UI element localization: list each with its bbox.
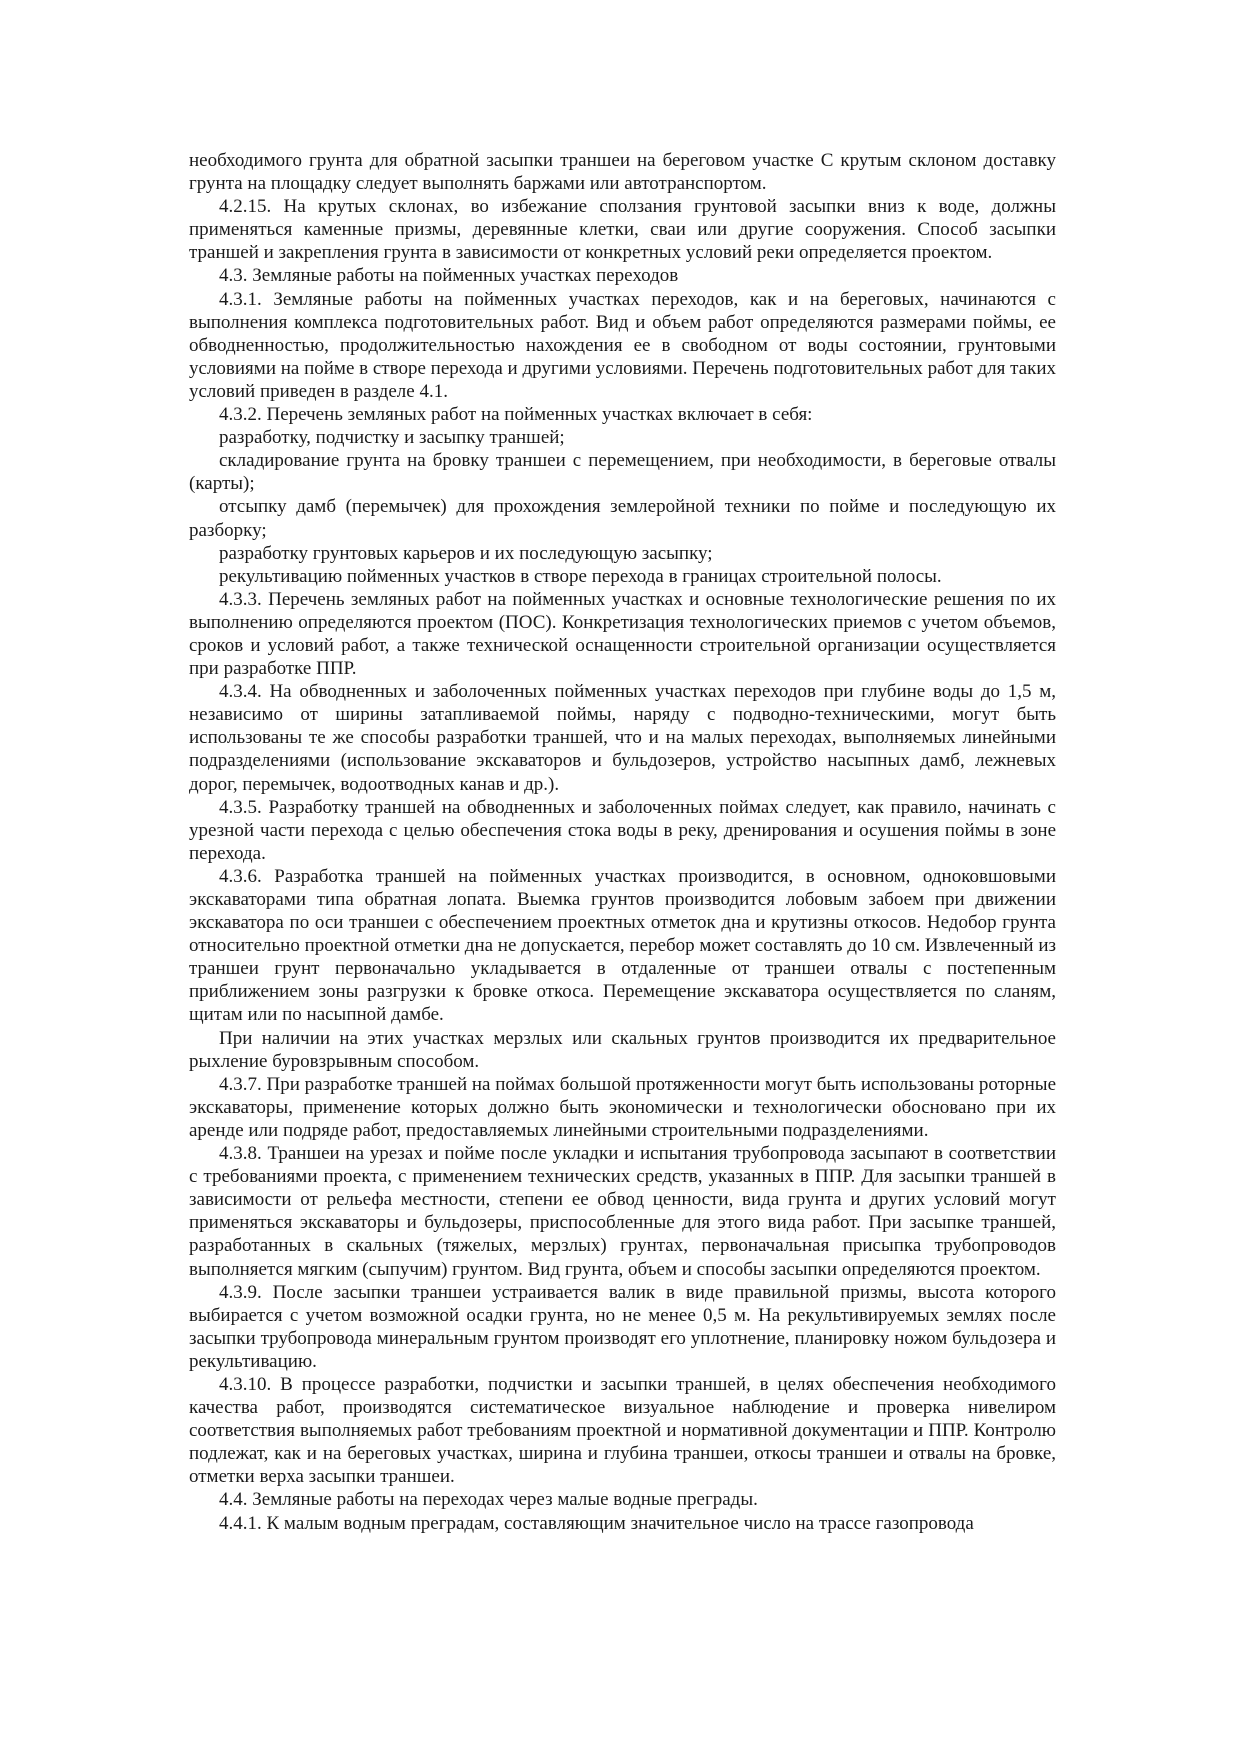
list-item: рекультивацию пойменных участков в створе перехода в границах строительной полосы. bbox=[219, 565, 942, 587]
paragraph-4-3-3: 4.3.3. Перечень земляных работ на пойменных участках и основные технологические решения по их выполнению определяются проектом (ПОС). Конкретизация технологических приемов с учетом объемов, сроков и условий работ, а также технической оснащенности строительной организации осуществляется при разработке ППР. bbox=[189, 588, 1056, 680]
paragraph-4-4-1: 4.4.1. К малым водным преградам, составляющим значительное число на трассе газопровода bbox=[219, 1512, 974, 1534]
list-item: разработку, подчистку и засыпку траншей; bbox=[219, 427, 565, 449]
paragraph-4-3-1: 4.3.1. Земляные работы на пойменных участках переходов, как и на береговых, начинаются с выполнения комплекса подготовительных работ. Вид и объем работ определяются размерами поймы, ее обводненностью, продолжительностью нахождения ее в свободном от воды состоянии, грунтовыми условиями на пойме в створе перехода и другими условиями. Перечень подготовительных работ для таких условий приведен в разделе 4.1. bbox=[189, 288, 1056, 402]
paragraph-4-3-2: 4.3.2. Перечень земляных работ на пойменных участках включает в себя: bbox=[219, 404, 813, 426]
list-item: складирование грунта на бровку траншеи с перемещением, при необходимости, в береговые отвалы (карты); bbox=[189, 450, 1056, 495]
list-item: отсыпку дамб (перемычек) для прохождения землеройной техники по пойме и последующую их разборку; bbox=[189, 496, 1056, 541]
section-heading-4-4: 4.4. Земляные работы на переходах через малые водные преграды. bbox=[219, 1489, 758, 1511]
paragraph-4-2-15: 4.2.15. На крутых склонах, во избежание сползания грунтовой засыпки вниз к воде, должны применяться каменные призмы, деревянные клетки, сваи или другие сооружения. Способ засыпки траншей и закрепления грунта в зависимости от конкретных условий реки определяется проектом. bbox=[189, 196, 1056, 264]
paragraph: необходимого грунта для обратной засыпки траншеи на береговом участке С крутым склоном доставку грунта на площадку следует выполнять баржами или автотранспортом. bbox=[189, 150, 1056, 195]
document-page bbox=[189, 149, 1056, 1535]
paragraph-4-3-8: 4.3.8. Траншеи на урезах и пойме после укладки и испытания трубопровода засыпают в соответствии с требованиями проекта, с применением технических средств, указанных в ППР. Для засыпки траншей в зависимости от рельефа местности, степени ее обвод ценности, вида грунта и других условий могут применяться экскаваторы и бульдозеры, приспособленные для этого вида работ. При засыпке траншей, разработанных в скальных (тяжелых, мерзлых) грунтах, первоначальная присыпка трубопроводов выполняется мягким (сыпучим) грунтом. Вид грунта, объем и способы засыпки определяются проектом. bbox=[189, 1143, 1056, 1280]
paragraph-4-3-4: 4.3.4. На обводненных и заболоченных пойменных участках переходов при глубине воды до 1,5 м, независимо от ширины затапливаемой поймы, наряду с подводно-техническими, могут быть использованы те же способы разработки траншей, что и на малых переходах, выполняемых линейными подразделениями (использование экскаваторов и бульдозеров, устройство насыпных дамб, лежневых дорог, перемычек, водоотводных канав и др.). bbox=[189, 681, 1056, 795]
section-heading-4-3: 4.3. Земляные работы на пойменных участках переходов bbox=[219, 265, 679, 287]
list-item: разработку грунтовых карьеров и их последующую засыпку; bbox=[219, 542, 713, 564]
paragraph-4-3-9: 4.3.9. После засыпки траншеи устраивается валик в виде правильной призмы, высота которого выбирается с учетом возможной осадки грунта, но не менее 0,5 м. На рекультивируемых землях после засыпки трубопровода минеральным грунтом производят его уплотнение, планировку ножом бульдозера и рекультивацию. bbox=[189, 1281, 1056, 1372]
paragraph-4-3-6: 4.3.6. Разработка траншей на пойменных участках производится, в основном, одноковшовыми экскаваторами типа обратная лопата. Выемка грунтов производится лобовым забоем при движении экскаватора по оси траншеи с обеспечением проектных отметок дна и крутизны откосов. Недобор грунта относительно проектной отметки дна не допускается, перебор может составлять до 10 см. Извлеченный из траншеи грунт первоначально укладывается в отдаленные от траншеи отвалы с постепенным приближением зоны разгрузки к бровке откоса. Перемещение экскаватора осуществляется по сланям, щитам или по насыпной дамбе. bbox=[189, 865, 1056, 1026]
paragraph: При наличии на этих участках мерзлых или скальных грунтов производится их предварительное рыхление буровзрывным способом. bbox=[189, 1027, 1056, 1072]
paragraph-4-3-7: 4.3.7. При разработке траншей на поймах большой протяженности могут быть использованы роторные экскаваторы, применение которых должно быть экономически и технологически обосновано при их аренде или подряде работ, предоставляемых линейными строительными подразделениями. bbox=[189, 1073, 1056, 1141]
paragraph-4-3-10: 4.3.10. В процессе разработки, подчистки и засыпки траншей, в целях обеспечения необходимого качества работ, производятся систематическое визуальное наблюдение и проверка нивелиром соответствия выполняемых работ требованиям проектной и нормативной документации и ППР. Контролю подлежат, как и на береговых участках, ширина и глубина траншеи, откосы траншеи и отвалы на бровке, отметки верха засыпки траншеи. bbox=[189, 1373, 1056, 1488]
paragraph-4-3-5: 4.3.5. Разработку траншей на обводненных и заболоченных поймах следует, как правило, начинать с урезной части перехода с целью обеспечения стока воды в реку, дренирования и осушения поймы в зоне перехода. bbox=[189, 796, 1056, 864]
